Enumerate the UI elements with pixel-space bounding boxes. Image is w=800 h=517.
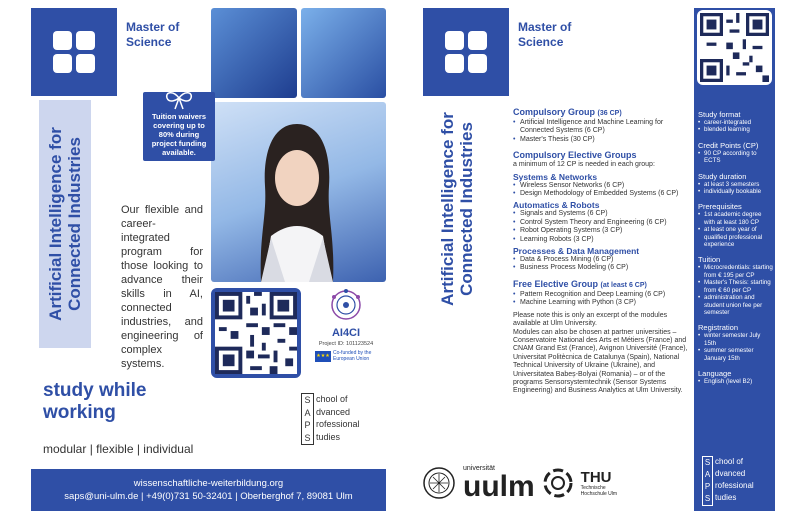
university-seal-icon <box>423 467 455 499</box>
saps-logo: S A P S chool of dvanced rofessional tudies <box>301 393 360 445</box>
list-item: • Data & Process Mining (6 CP) <box>513 256 693 264</box>
website-link[interactable]: wissenschaftliche-weiterbildung.org <box>133 478 284 489</box>
hero-photo-grid <box>211 8 386 290</box>
list-item: • at least one year of qualified professional experience <box>698 226 773 248</box>
list-item: • Machine Learning with Python (3 CP) <box>513 299 693 307</box>
list-item: • Microcredentials: starting from € 195 per CP <box>698 264 773 279</box>
project-id: Project ID: 101123524 <box>318 341 374 347</box>
study-format-heading: Study format <box>698 110 741 119</box>
registration-heading: Registration <box>698 323 739 333</box>
study-while-working-heading: study while working <box>43 380 147 423</box>
contact-line: saps@uni-ulm.de | +49(0)731 50-32401 | Oberberghof 7, 89081 Ulm <box>64 491 353 502</box>
list-item: • Business Process Modeling (6 CP) <box>513 264 693 272</box>
bow-icon <box>165 90 193 110</box>
compulsory-group-heading: Compulsory Group (36 CP) <box>513 107 622 117</box>
list-item: • individually bookable <box>698 188 773 195</box>
tuition-heading: Tuition <box>698 255 721 265</box>
language-heading: Language <box>698 368 732 378</box>
partner-universities-note: Modules can also be chosen at partner universities – Conservatoire National des Arts et Métiers (France) and CNAM Grand Est (France), Avignon Université (France), Universitat Politècnica de Catalunya (Spain), National Technical University of Ukraine (Ukraine), and Universitatea Babeș-Bolyai (Romania) – or of the programs Sensorsystemtechnik (Sensor Systems Engineering) and Business Analytics at Ulm University. <box>513 328 688 395</box>
prerequisites-heading: Prerequisites <box>698 202 742 212</box>
thu-logo: THU Technische Hochschule Ulm <box>580 468 618 497</box>
program-title-vertical: Artificial Intelligence for Connected Industries <box>438 112 476 306</box>
free-elective-heading: Free Elective Group (at least 6 CP) <box>513 278 647 289</box>
tuition-waiver-badge: Tuition waivers covering up to 80% during project funding available. <box>143 92 215 161</box>
processes-heading: Processes & Data Management <box>513 246 640 257</box>
list-item: • Signals and Systems (6 CP) <box>513 210 693 218</box>
eu-flag-icon: ★★★ <box>315 351 331 362</box>
list-item: • Control System Theory and Engineering (6 CP) <box>513 219 693 227</box>
modules-note: Please note this is only an excerpt of the modules available at Ulm University. <box>513 311 668 328</box>
qr-code[interactable] <box>697 10 772 85</box>
qr-code-icon <box>215 292 297 374</box>
flyer-front-page <box>31 8 386 511</box>
ai4ci-title: AI4CI <box>331 327 361 339</box>
ai4ci-network-icon <box>324 288 368 322</box>
program-intro-text: Our flexible and career-integrated program for those looking to advance their skills in AI, connected industries, and engineering of complex systems. <box>121 204 203 370</box>
list-item: • Artificial Intelligence and Machine Learning for Connected Systems (6 CP) <box>513 119 693 136</box>
list-item: • career-integrated <box>698 119 773 126</box>
list-item: • winter semester July 15th <box>698 332 773 347</box>
systems-heading: Systems & Networks <box>513 171 598 182</box>
list-item: • Wireless Sensor Networks (6 CP) <box>513 182 693 190</box>
saps-logo: S A P S chool of dvanced rofessional tudies <box>702 456 754 506</box>
curriculum-content <box>513 104 693 396</box>
thu-swirl-icon <box>543 468 573 498</box>
study-duration-heading: Study duration <box>698 171 747 181</box>
list-item: • blended learning <box>698 126 773 133</box>
list-item: • Learning Robots (3 CP) <box>513 236 693 244</box>
list-item: • Master's Thesis: starting from € 60 per CP <box>698 279 773 294</box>
list-item: • Design Methodology of Embedded Systems (6 CP) <box>513 190 693 198</box>
program-title-vertical: Artificial Intelligence for Connected Industries <box>39 100 91 348</box>
student-photo <box>251 116 343 282</box>
qr-code-icon <box>700 13 769 82</box>
list-item: • administration and student union fee per semester <box>698 294 773 316</box>
list-item: • 90 CP according to ECTS <box>698 150 773 165</box>
list-item: • Master's Thesis (30 CP) <box>513 136 693 144</box>
elective-groups-heading: Compulsory Elective Groups <box>513 150 637 161</box>
list-item: • Pattern Recognition and Deep Learning (6 CP) <box>513 291 693 299</box>
tagline: modular | flexible | individual <box>43 442 194 456</box>
elective-groups-sub: a minimum of 12 CP is needed in each group: <box>513 161 655 169</box>
window-logo-icon <box>31 8 117 96</box>
eu-cofunded-text: Co-funded by the European Union <box>333 350 372 362</box>
ai4ci-project-logo <box>306 288 386 362</box>
list-item: • summer semester January 15th <box>698 347 773 362</box>
degree-label: Master of Science <box>126 20 180 49</box>
list-item: • English (level B2) <box>698 378 773 385</box>
window-logo-icon <box>423 8 509 96</box>
list-item: • at least 3 semesters <box>698 181 773 188</box>
flyer-back-page <box>423 8 775 511</box>
contact-footer <box>31 469 386 511</box>
list-item: • Robot Operating Systems (3 CP) <box>513 227 693 235</box>
uulm-logo: universität uulm <box>463 464 535 503</box>
qr-code[interactable] <box>211 288 301 378</box>
automatics-heading: Automatics & Robots <box>513 200 600 211</box>
credit-points-heading: Credit Points (CP) <box>698 140 759 150</box>
partner-logos <box>423 463 693 503</box>
list-item: • 1st academic degree with at least 180 CP <box>698 211 773 226</box>
degree-label: Master of Science <box>518 20 572 49</box>
facts-sidebar <box>694 8 775 511</box>
